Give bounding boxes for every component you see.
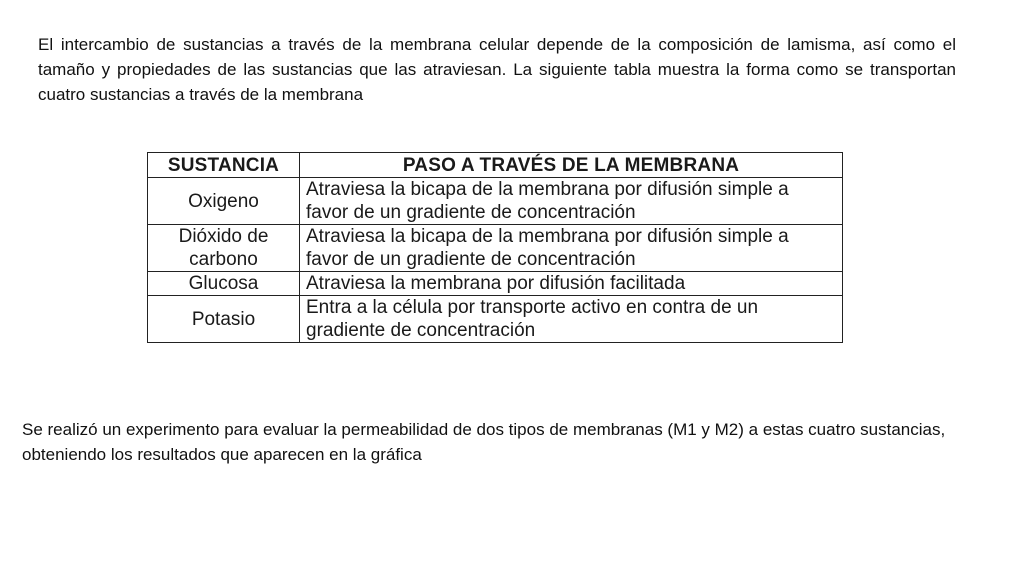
table-header-row <box>148 153 843 178</box>
cell-substance: Glucosa <box>148 272 300 296</box>
substances-table <box>147 152 843 343</box>
cell-passage: Atraviesa la bicapa de la membrana por difusión simple a favor de un gradiente de concentración <box>300 225 843 272</box>
cell-substance: Potasio <box>148 296 300 343</box>
table-row <box>148 225 843 272</box>
cell-passage: Atraviesa la bicapa de la membrana por difusión simple a favor de un gradiente de concentración <box>300 178 843 225</box>
table-row <box>148 272 843 296</box>
cell-substance: Oxigeno <box>148 178 300 225</box>
table-row <box>148 296 843 343</box>
table-row <box>148 178 843 225</box>
cell-passage: Entra a la célula por transporte activo en contra de un gradiente de concentración <box>300 296 843 343</box>
cell-substance: Dióxido de carbono <box>148 225 300 272</box>
outro-paragraph: Se realizó un experimento para evaluar la permeabilidad de dos tipos de membranas (M1 y M2) a estas cuatro sustancias, obteniendo los resultados que aparecen en la gráfica <box>22 420 946 464</box>
intro-paragraph: El intercambio de sustancias a través de la membrana celular depende de la composición de lamisma, así como el tamaño y propiedades de las sustancias que las atraviesan. La siguiente tabla muestra la forma como se transportan cuatro sustancias a través de la membrana <box>38 35 956 104</box>
substances-table-container <box>147 152 843 343</box>
header-substance: SUSTANCIA <box>148 153 300 178</box>
cell-passage: Atraviesa la membrana por difusión facilitada <box>300 272 843 296</box>
header-passage: PASO A TRAVÉS DE LA MEMBRANA <box>300 153 843 178</box>
